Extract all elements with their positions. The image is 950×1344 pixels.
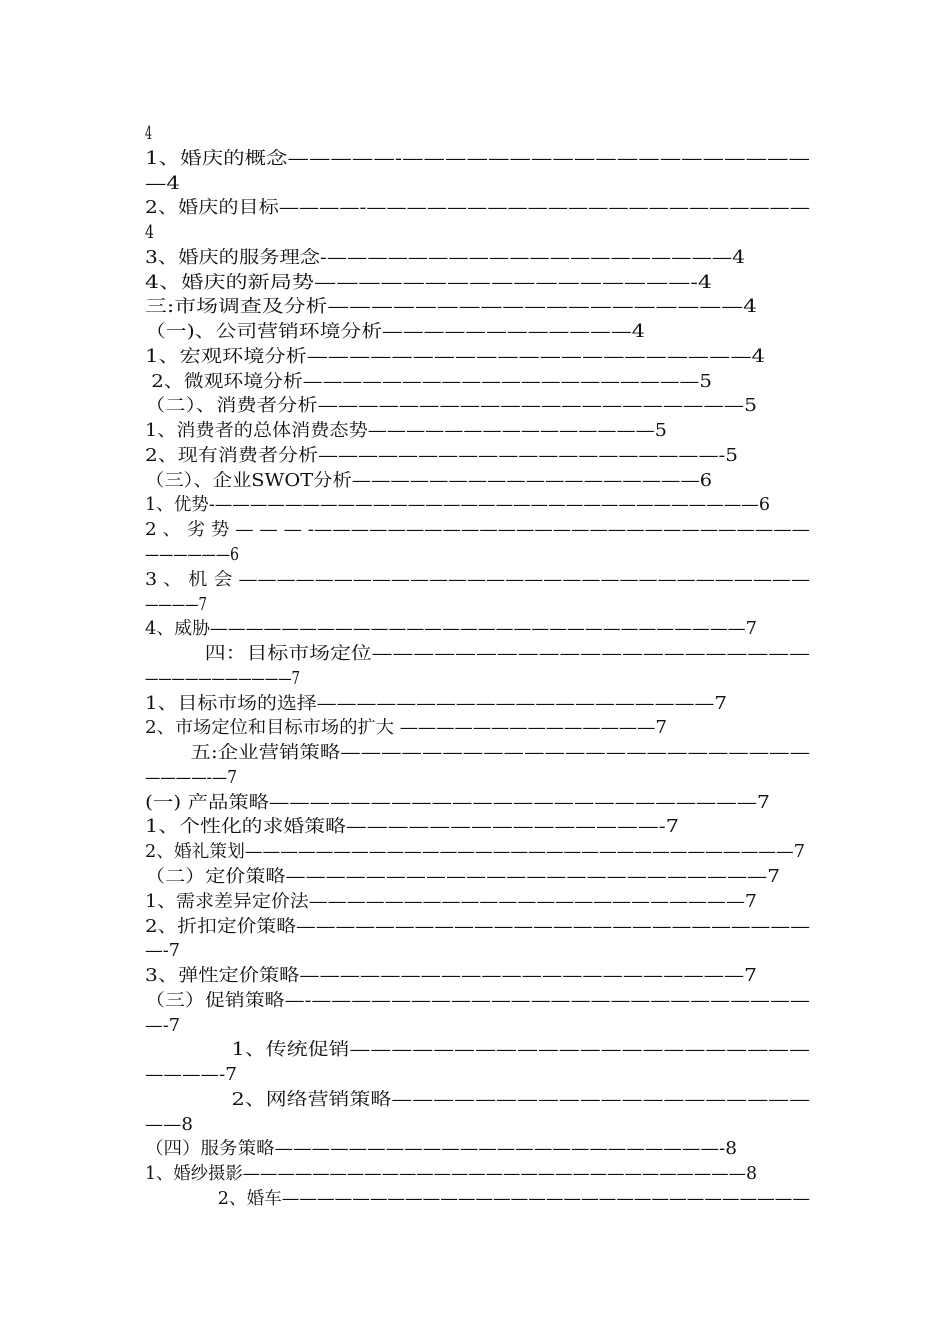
toc-line: （四）服务策略————————————————————————-8 [145, 1139, 737, 1160]
toc-line: 1、婚纱摄影—————————————————————————————8 [145, 1164, 757, 1185]
toc-line: 五:企业营销策略——————————————————————— [145, 743, 810, 764]
toc-line: —4 [145, 173, 180, 194]
toc-line: 四：目标市场定位————————————————————— [145, 644, 810, 665]
toc-line: ————7 [145, 594, 207, 615]
toc-line: 1、需求差异定价法———————————————————————7 [145, 891, 757, 912]
toc-line: 2、微观环境分析————————————————————5 [145, 371, 712, 392]
toc-line: —-7 [145, 1015, 180, 1036]
toc-line: ————-7 [145, 1065, 237, 1086]
toc-line: 2、网络营销策略———————————————————— [145, 1089, 810, 1110]
toc-line: 三:市场调查及分析———————————————————4 [145, 297, 757, 318]
toc-line: 2、折扣定价策略—————————————————————————— [145, 916, 810, 937]
toc-line: 1、传统促销—————————————————————— [145, 1040, 810, 1061]
toc-line: 2、现有消费者分析————————————————————-5 [145, 445, 738, 466]
toc-line: 2、婚车—————————————————————————————— [145, 1188, 810, 1209]
toc-line: 4、威胁——————————————————————————————7 [145, 619, 757, 640]
toc-line: 2、婚庆的目标————-—————————————————————— [145, 198, 810, 219]
toc-line: （二）定价策略————————————————————————7 [145, 866, 781, 887]
toc-line: ——————6 [145, 545, 239, 566]
toc-line: 1、婚庆的概念—————-——————————————————— [145, 148, 810, 169]
toc-line: 2、市场定位和目标市场的扩大 ——————————————7 [145, 718, 667, 739]
toc-line: ————-—7 [145, 767, 237, 788]
toc-line: 4、婚庆的新局势—————————————————-4 [145, 272, 712, 293]
toc-line: （三）、企业SWOT分析——————————————————6 [145, 470, 712, 491]
toc-line: 1、宏观环境分析—————————————————————4 [145, 346, 765, 367]
toc-line: 1、消费者的总体消费态势———————————————5 [145, 421, 667, 442]
toc-line: 1、目标市场的选择————————————————————7 [145, 693, 727, 714]
toc-line: 3 、 机 会 —————————————————————————————— [145, 569, 810, 590]
toc-line: 1、个性化的求婚策略———————————————-7 [145, 817, 679, 838]
toc-line: 2 、 劣 势 — — — -——————————————————————————— [145, 520, 810, 541]
toc-line: ———————————7 [145, 668, 300, 689]
toc-line: 2、婚礼策划———————————————————————————————7 [145, 842, 805, 863]
toc-line: （一)、公司营销环境分析————————————4 [145, 322, 645, 343]
toc-line: 3、婚庆的服务理念-————————————————————4 [145, 247, 745, 268]
toc-line: (一) 产品策略————————————————————————7 [145, 792, 770, 813]
toc-line: 3、弹性定价策略——————————————————————7 [145, 966, 757, 987]
table-of-contents [145, 122, 815, 1212]
toc-line: —-7 [145, 941, 180, 962]
toc-line: ——8 [145, 1114, 193, 1135]
toc-line: （三）促销策略—-————————————————————————— [145, 990, 810, 1011]
toc-line: 4 [145, 223, 154, 244]
toc-line: （二）、消费者分析—————————————————————5 [145, 396, 757, 417]
toc-line: 1、优势-———————————————————————————————6 [145, 495, 770, 516]
toc-line: 4 [145, 124, 152, 144]
